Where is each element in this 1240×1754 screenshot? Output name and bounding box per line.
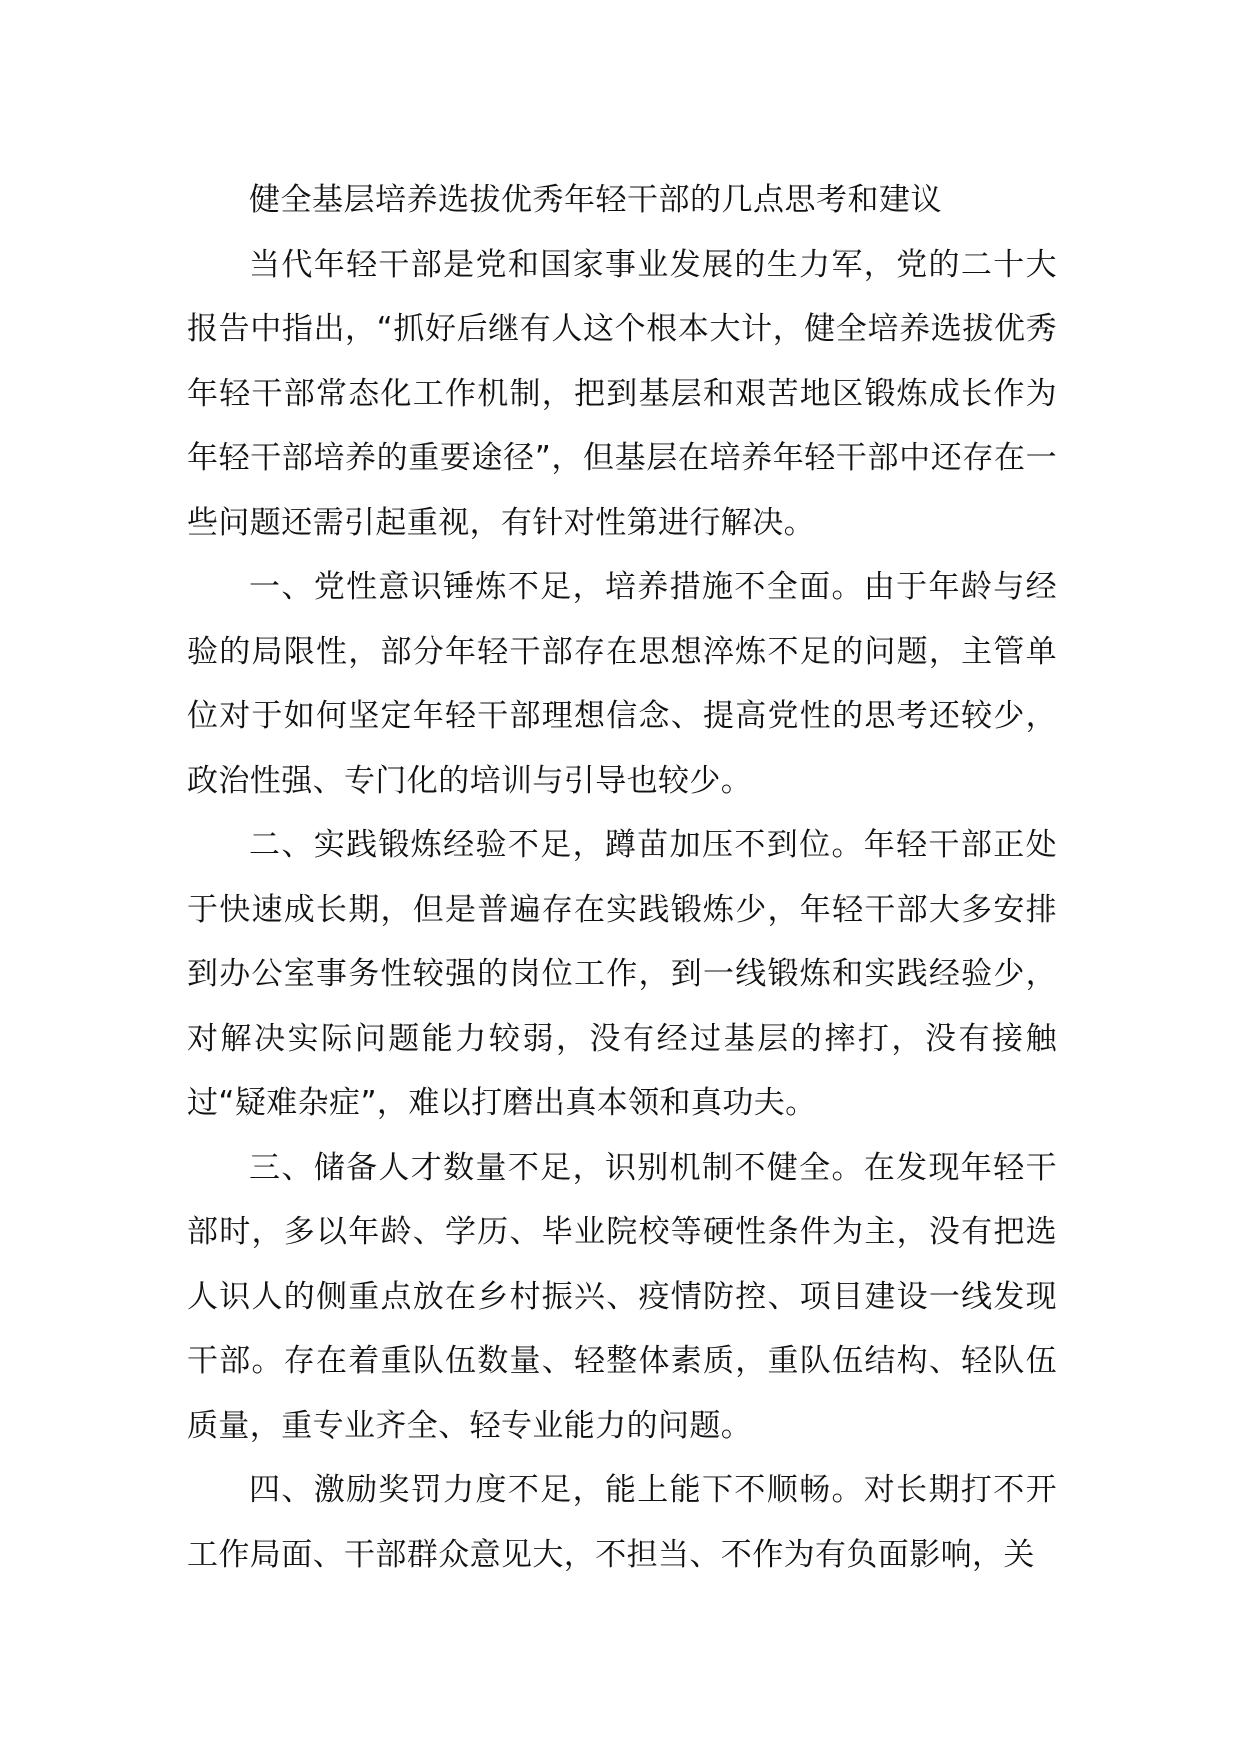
paragraph-point-four: 四、激励奖罚力度不足，能上能下不顺畅。对长期打不开工作局面、干部群众意见大，不担当、不作为有负面影响，关 (187, 1472, 1057, 1573)
paragraph-point-three: 三、储备人才数量不足，识别机制不健全。在发现年轻干部时，多以年龄、学历、毕业院校等硬性条件为主，没有把选人识人的侧重点放在乡村振兴、疫情防控、项目建设一线发现干部。存在着重队伍数量、轻整体素质，重队伍结构、轻队伍质量，重专业齐全、轻专业能力的问题。 (187, 1149, 1057, 1444)
document-body (187, 168, 1057, 1587)
paragraph-point-one: 一、党性意识锤炼不足，培养措施不全面。由于年龄与经验的局限性，部分年轻干部存在思想淬炼不足的问题，主管单位对于如何坚定年轻干部理想信念、提高党性的思考还较少，政治性强、专门化的培训与引导也较少。 (187, 569, 1057, 799)
document-title: 健全基层培养选拔优秀年轻干部的几点思考和建议 (249, 182, 942, 218)
paragraph-intro: 当代年轻干部是党和国家事业发展的生力军，党的二十大报告中指出，“抓好后继有人这个根本大计，健全培养选拔优秀年轻干部常态化工作机制，把到基层和艰苦地区锻炼成长作为年轻干部培养的重要途径”，但基层在培养年轻干部中还存在一些问题还需引起重视，有针对性第进行解决。 (187, 246, 1057, 541)
paragraph-point-two: 二、实践锻炼经验不足，蹲苗加压不到位。年轻干部正处于快速成长期，但是普遍存在实践锻炼少，年轻干部大多安排到办公室事务性较强的岗位工作，到一线锻炼和实践经验少，对解决实际问题能力较弱，没有经过基层的摔打，没有接触过“疑难杂症”，难以打磨出真本领和真功夫。 (187, 827, 1057, 1121)
